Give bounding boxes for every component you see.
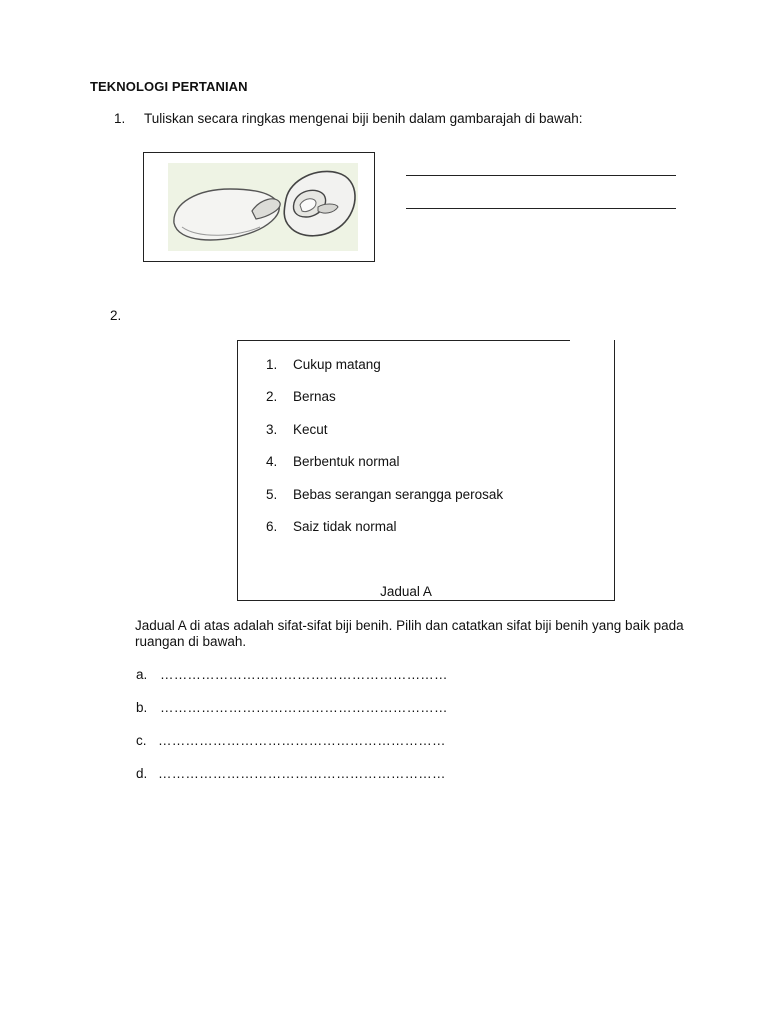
answer-dotted-line[interactable]: ………………………………………………………: [158, 733, 446, 748]
question-1-text: Tuliskan secara ringkas mengenai biji benih dalam gambarajah di bawah:: [144, 111, 583, 126]
answer-letter: b.: [136, 700, 148, 715]
answer-letter: d.: [136, 766, 148, 781]
table-item-text: Bebas serangan serangga perosak: [293, 487, 504, 502]
table-item: [266, 519, 397, 534]
table-item-text: Kecut: [293, 422, 328, 437]
table-item: [266, 389, 336, 404]
answer-dotted-line[interactable]: ………………………………………………………: [158, 766, 446, 781]
jadual-a-table: [237, 340, 615, 601]
table-item-text: Cukup matang: [293, 357, 381, 372]
answer-line-2[interactable]: [406, 208, 676, 209]
table-item-number: 3.: [266, 422, 278, 437]
table-right-border: [614, 340, 615, 601]
question-1-number: 1.: [114, 111, 126, 126]
table-item: [266, 454, 400, 469]
table-item-number: 6.: [266, 519, 278, 534]
seed-image-box: [143, 152, 375, 262]
table-item-text: Saiz tidak normal: [293, 519, 397, 534]
answer-row-a[interactable]: [136, 667, 448, 682]
table-item-number: 5.: [266, 487, 278, 502]
answer-dotted-line[interactable]: ………………………………………………………: [160, 667, 448, 682]
bean-seed-illustration: [168, 163, 358, 251]
table-item-number: 1.: [266, 357, 278, 372]
answer-row-d[interactable]: [136, 766, 446, 781]
table-left-border: [237, 340, 238, 601]
worksheet-title: TEKNOLOGI PERTANIAN: [90, 79, 248, 94]
question-2-number: 2.: [110, 308, 122, 323]
answer-line-1[interactable]: [406, 175, 676, 176]
table-item-number: 2.: [266, 389, 278, 404]
answer-row-c[interactable]: [136, 733, 446, 748]
table-item: [266, 422, 328, 437]
table-item: [266, 357, 381, 372]
answer-row-b[interactable]: [136, 700, 448, 715]
answer-letter: c.: [136, 733, 147, 748]
question-2-instruction: Jadual A di atas adalah sifat-sifat biji benih. Pilih dan catatkan sifat biji benih yang baik pada ruangan di bawah.: [135, 618, 684, 649]
table-item: [266, 487, 503, 502]
answer-letter: a.: [136, 667, 148, 682]
table-caption: Jadual A: [380, 584, 432, 599]
table-bottom-border: [237, 600, 615, 601]
table-item-text: Bernas: [293, 389, 336, 404]
answer-dotted-line[interactable]: ………………………………………………………: [160, 700, 448, 715]
table-top-border: [237, 340, 570, 341]
table-item-text: Berbentuk normal: [293, 454, 400, 469]
table-item-number: 4.: [266, 454, 278, 469]
